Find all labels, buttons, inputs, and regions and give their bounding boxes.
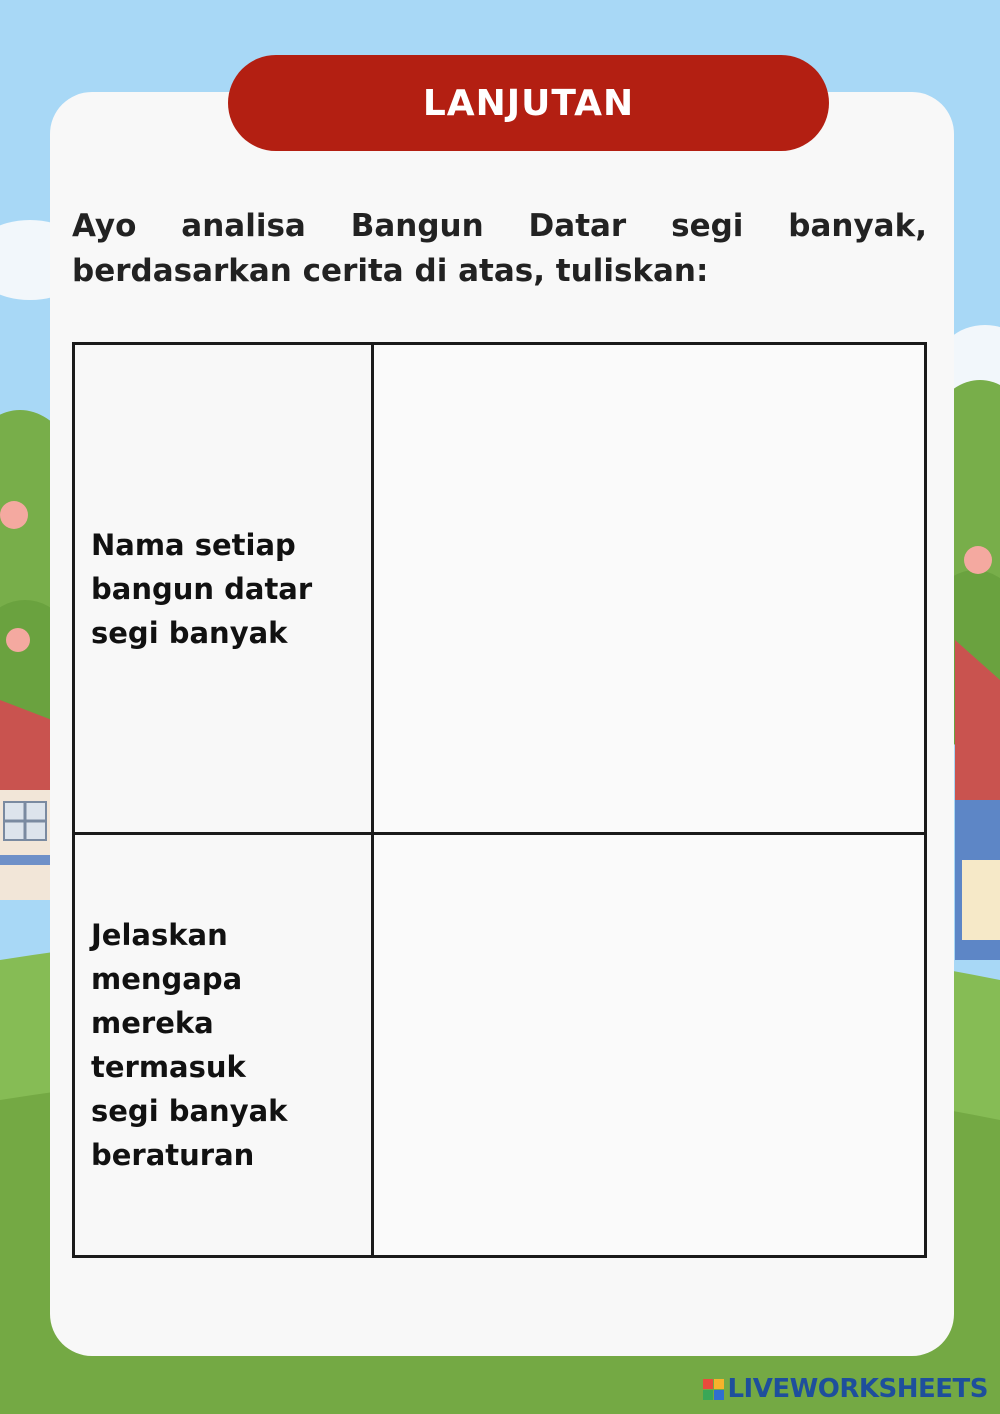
page-title: LANJUTAN <box>422 82 635 124</box>
liveworksheets-logo-icon <box>703 1379 724 1400</box>
title-banner <box>228 55 829 151</box>
row-label-cell <box>74 834 373 1257</box>
instruction-text: Ayo analisa Bangun Datar segi banyak, berdasarkan cerita di atas, tuliskan: <box>72 208 927 289</box>
table-row <box>74 344 926 834</box>
analysis-table <box>72 342 927 1258</box>
brand-name: LIVEWORKSHEETS <box>727 1374 988 1404</box>
answer-cell[interactable] <box>373 344 926 834</box>
row-label: Nama setiap bangun datar segi banyak <box>91 527 313 650</box>
row-label: Jelaskan mengapa mereka termasuk segi banyak beraturan <box>91 918 288 1172</box>
row-label-cell <box>74 344 373 834</box>
table-row <box>74 834 926 1257</box>
answer-cell[interactable] <box>373 834 926 1257</box>
liveworksheets-logo <box>703 1374 988 1404</box>
